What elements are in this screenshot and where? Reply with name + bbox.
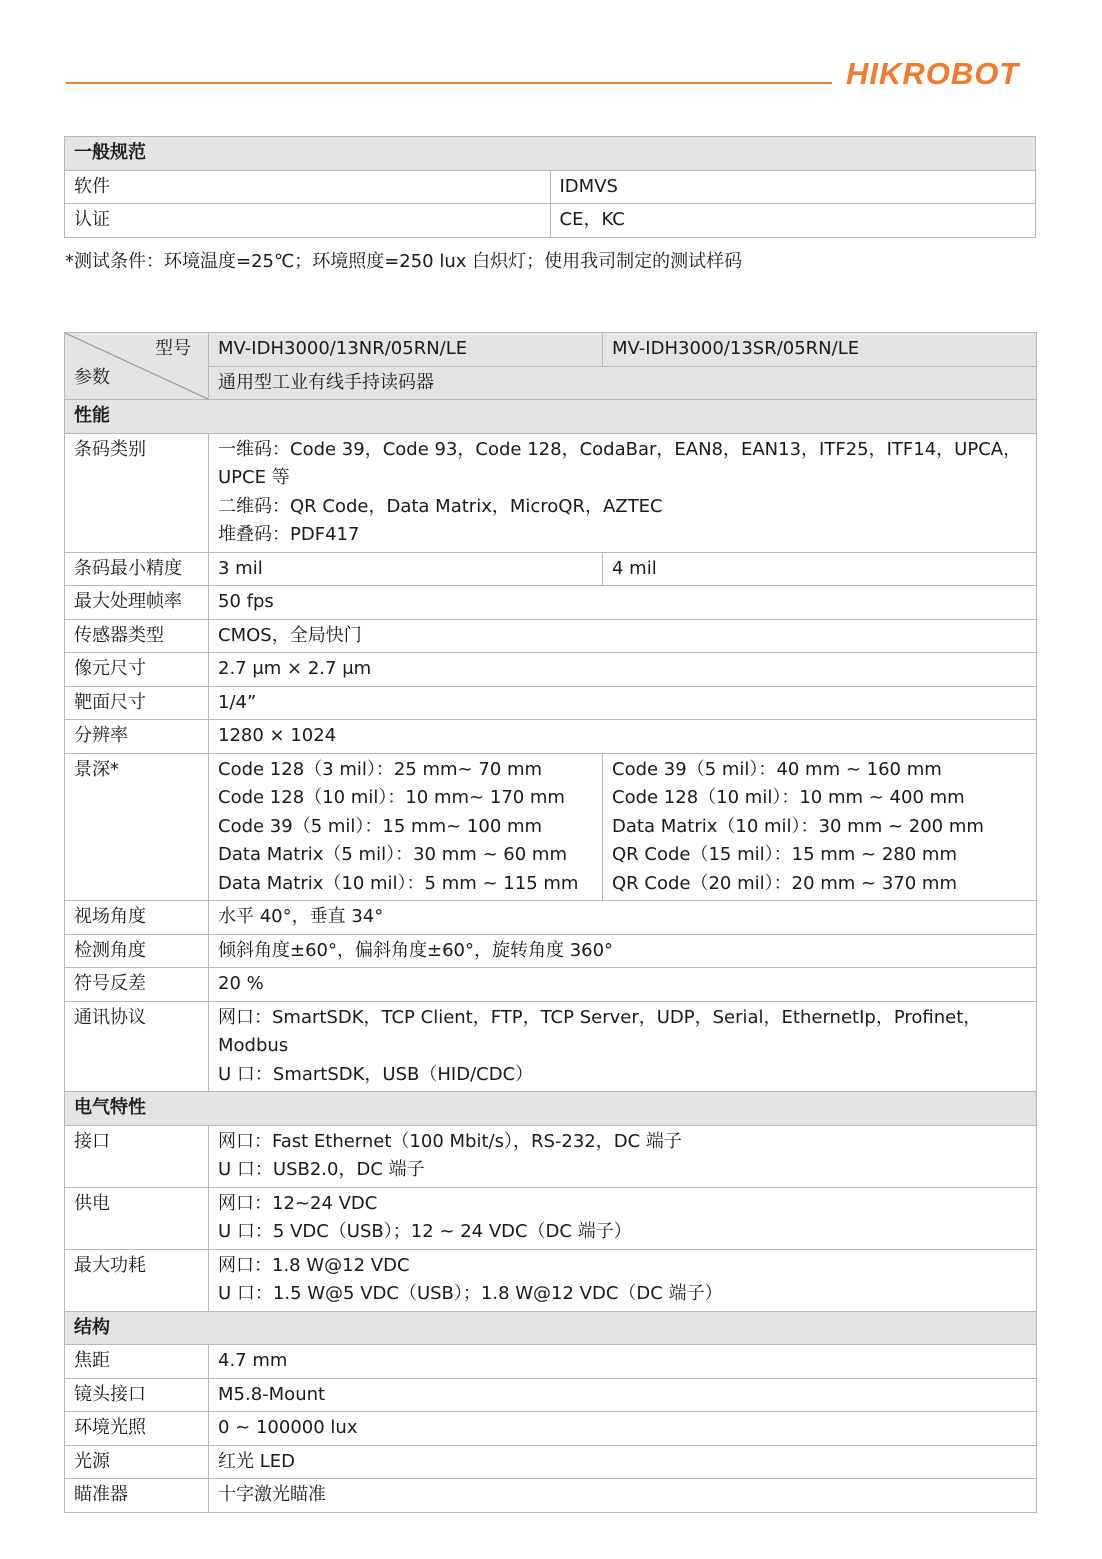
row-label: 认证 xyxy=(65,204,551,238)
row-label: 焦距 xyxy=(65,1345,209,1379)
row-value: CMOS，全局快门 xyxy=(209,619,1037,653)
row-value: 50 fps xyxy=(209,586,1037,620)
barcode-types xyxy=(209,433,1037,552)
dof-line: Code 128（10 mil）：10 mm~ 170 mm xyxy=(218,787,565,808)
row-label: 镜头接口 xyxy=(65,1378,209,1412)
table-row xyxy=(65,586,1037,620)
dof-model-a xyxy=(209,753,603,901)
model-desc-row xyxy=(65,366,1037,400)
general-spec-table xyxy=(64,136,1036,238)
table-row xyxy=(65,170,1036,204)
consumption-line: 网口：1.8 W@12 VDC xyxy=(218,1254,410,1276)
dof-model-b xyxy=(603,753,1037,901)
table-row xyxy=(65,1445,1037,1479)
table-row xyxy=(65,968,1037,1002)
dof-line: Data Matrix（5 mil）：30 mm ~ 60 mm xyxy=(218,844,567,865)
row-value: 红光 LED xyxy=(209,1445,1037,1479)
barcode-2d: 二维码：QR Code，Data Matrix，MicroQR，AZTEC xyxy=(218,495,663,517)
row-label: 最大处理帧率 xyxy=(65,586,209,620)
table-row xyxy=(65,433,1037,552)
row-value: M5.8-Mount xyxy=(209,1378,1037,1412)
section-electrical: 电气特性 xyxy=(65,1092,1037,1126)
row-label: 供电 xyxy=(65,1187,209,1249)
model-a: MV-IDH3000/13NR/05RN/LE xyxy=(209,333,603,367)
table-row xyxy=(65,1001,1037,1092)
table-row xyxy=(65,1187,1037,1249)
row-value-a: 3 mil xyxy=(209,552,603,586)
table-row xyxy=(65,204,1036,238)
row-value: 2.7 μm × 2.7 μm xyxy=(209,653,1037,687)
row-label: 景深* xyxy=(65,753,209,901)
row-label: 视场角度 xyxy=(65,901,209,935)
section-general: 一般规范 xyxy=(65,137,1036,171)
dof-line: Code 128（3 mil）：25 mm~ 70 mm xyxy=(218,758,543,780)
row-value-b: 4 mil xyxy=(603,552,1037,586)
power-line: 网口：12~24 VDC xyxy=(218,1192,378,1214)
dof-line: QR Code（20 mil）：20 mm ~ 370 mm xyxy=(612,872,958,894)
row-value: 倾斜角度±60°，偏斜角度±60°，旋转角度 360° xyxy=(209,934,1037,968)
row-label: 像元尺寸 xyxy=(65,653,209,687)
table-row xyxy=(65,753,1037,901)
brand-logo: HIKROBOT xyxy=(846,56,1020,91)
protocols xyxy=(209,1001,1037,1092)
dof-line: Data Matrix（10 mil）：5 mm ~ 115 mm xyxy=(218,872,579,894)
row-label: 瞄准器 xyxy=(65,1479,209,1513)
protocol-line: Modbus xyxy=(218,1035,289,1056)
row-value: 十字激光瞄准 xyxy=(209,1479,1037,1513)
table-row xyxy=(65,934,1037,968)
barcode-stacked: 堆叠码：PDF417 xyxy=(218,524,360,545)
table-row xyxy=(65,1378,1037,1412)
protocol-line: U 口：SmartSDK，USB（HID/CDC） xyxy=(218,1063,534,1085)
dof-line: Data Matrix（10 mil）：30 mm ~ 200 mm xyxy=(612,815,984,837)
consumption-line: U 口：1.5 W@5 VDC（USB）；1.8 W@12 VDC（DC 端子） xyxy=(218,1283,723,1304)
table-row xyxy=(65,686,1037,720)
interface-line: U 口：USB2.0，DC 端子 xyxy=(218,1159,425,1180)
table-row xyxy=(65,1125,1037,1187)
interface-line: 网口：Fast Ethernet（100 Mbit/s），RS-232，DC 端子 xyxy=(218,1130,682,1152)
barcode-1d: 一维码：Code 39，Code 93，Code 128，CodaBar，EAN8，EAN13，ITF25，ITF14，UPCA， xyxy=(218,438,1022,460)
product-spec-table xyxy=(64,332,1037,1513)
row-label: 条码最小精度 xyxy=(65,552,209,586)
row-label: 条码类别 xyxy=(65,433,209,552)
table-row xyxy=(65,901,1037,935)
power-supply xyxy=(209,1187,1037,1249)
param-label: 参数 xyxy=(74,366,110,388)
row-value: 1/4” xyxy=(209,686,1037,720)
row-label: 传感器类型 xyxy=(65,619,209,653)
row-value: 4.7 mm xyxy=(209,1345,1037,1379)
row-label: 光源 xyxy=(65,1445,209,1479)
header-rule xyxy=(66,82,832,84)
table-row xyxy=(65,619,1037,653)
protocol-line: 网口：SmartSDK，TCP Client，FTP，TCP Server，UDP，Serial，EthernetIp，Profinet， xyxy=(218,1006,982,1028)
dof-line: Code 39（5 mil）：15 mm~ 100 mm xyxy=(218,815,543,837)
interfaces xyxy=(209,1125,1037,1187)
row-label: 通讯协议 xyxy=(65,1001,209,1092)
table-row xyxy=(65,1479,1037,1513)
dof-line: Code 128（10 mil）：10 mm ~ 400 mm xyxy=(612,787,965,808)
row-value: 20 % xyxy=(209,968,1037,1002)
row-label: 软件 xyxy=(65,170,551,204)
row-label: 最大功耗 xyxy=(65,1249,209,1311)
row-value: 水平 40°，垂直 34° xyxy=(209,901,1037,935)
dof-line: QR Code（15 mil）：15 mm ~ 280 mm xyxy=(612,844,958,865)
row-label: 靶面尺寸 xyxy=(65,686,209,720)
row-value: CE，KC xyxy=(550,204,1036,238)
section-performance: 性能 xyxy=(65,400,1037,434)
row-label: 环境光照 xyxy=(65,1412,209,1446)
table-row xyxy=(65,720,1037,754)
row-value: 0 ~ 100000 lux xyxy=(209,1412,1037,1446)
power-consumption xyxy=(209,1249,1037,1311)
row-label: 检测角度 xyxy=(65,934,209,968)
table-row xyxy=(65,1412,1037,1446)
dof-line: Code 39（5 mil）：40 mm ~ 160 mm xyxy=(612,758,942,780)
test-condition-note: *测试条件：环境温度=25℃；环境照度=250 lux 白炽灯；使用我司制定的测试样码 xyxy=(65,251,743,272)
power-line: U 口：5 VDC（USB）；12 ~ 24 VDC（DC 端子） xyxy=(218,1221,632,1242)
table-row xyxy=(65,1345,1037,1379)
table-row xyxy=(65,1249,1037,1311)
table-row xyxy=(65,552,1037,586)
row-label: 接口 xyxy=(65,1125,209,1187)
model-b: MV-IDH3000/13SR/05RN/LE xyxy=(603,333,1037,367)
row-label: 分辨率 xyxy=(65,720,209,754)
table-row xyxy=(65,653,1037,687)
row-label: 符号反差 xyxy=(65,968,209,1002)
model-param-header xyxy=(65,333,209,400)
barcode-1d-cont: UPCE 等 xyxy=(218,467,290,488)
row-value: IDMVS xyxy=(550,170,1036,204)
model-row xyxy=(65,333,1037,367)
model-description: 通用型工业有线手持读码器 xyxy=(209,366,1037,400)
section-structure: 结构 xyxy=(65,1311,1037,1345)
row-value: 1280 × 1024 xyxy=(209,720,1037,754)
model-label: 型号 xyxy=(155,338,191,359)
